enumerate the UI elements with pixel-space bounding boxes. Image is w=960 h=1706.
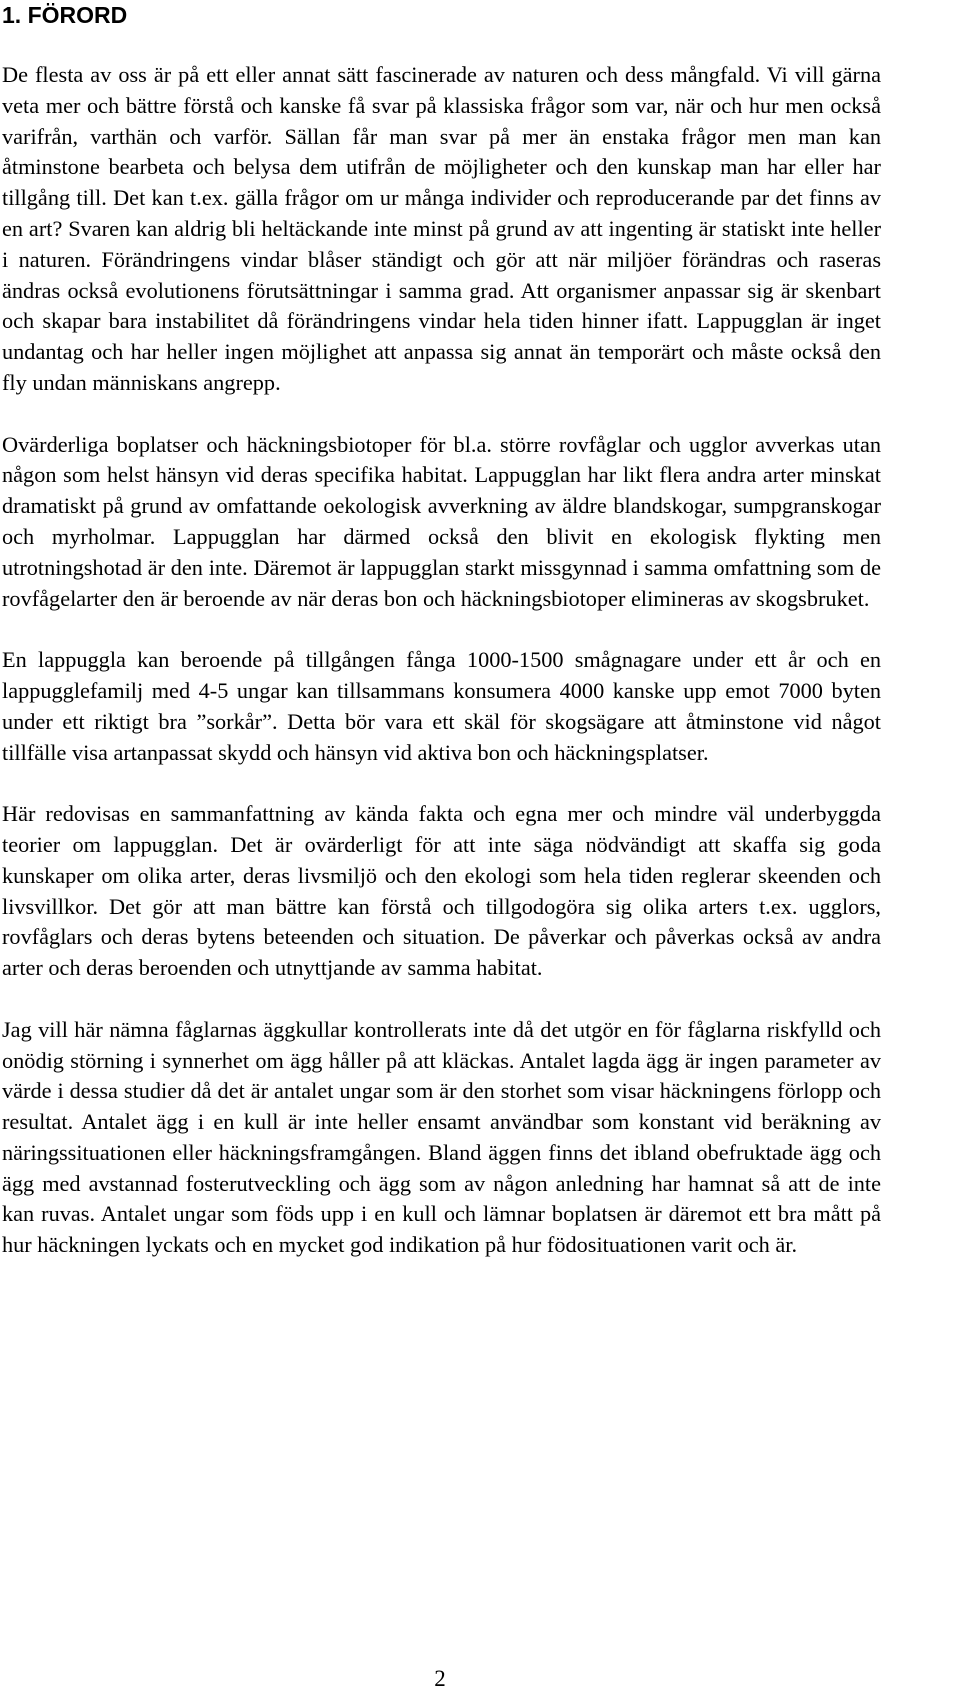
section-heading: 1. FÖRORD — [2, 2, 128, 28]
body-text — [2, 60, 881, 1261]
paragraph: En lappuggla kan beroende på tillgången fånga 1000-1500 smågnagare under ett år och en lappugglefamilj med 4-5 ungar kan tillsammans konsumera 4000 kanske upp emot 7000 byten under ett riktigt bra ”sorkår”. Detta bör vara ett skäl för skogsägare att åtminstone vid något tillfälle visa artanpassat skydd och hänsyn vid aktiva bon och häckningsplatser. — [2, 647, 881, 765]
page-number: 2 — [434, 1666, 446, 1691]
paragraph: Jag vill här nämna fåglarnas äggkullar kontrollerats inte då det utgör en för fåglarna riskfylld och onödig störning i synnerhet om ägg håller på att kläckas. Antalet lagda ägg är ingen parameter av värde i dessa studier då det är antalet ungar som är den storhet som visar häckningens förlopp och resultat. Antalet ägg i en kull är inte heller ensamt användbar som konstant vid beräkning av näringssituationen eller häckningsframgången. Bland äggen finns det ibland obefruktade ägg och ägg med avstannad fosterutveckling och ägg som av någon anledning har hamnat så att de inte kan ruvas. Antalet ungar som föds upp i en kull och lämnar boplatsen är däremot ett bra mått på hur häckningen lyckats och en mycket god indikation på hur födosituationen varit och är. — [2, 1016, 881, 1258]
paragraph: Ovärderliga boplatser och häckningsbiotoper för bl.a. större rovfåglar och ugglor avverkas utan någon som helst hänsyn vid deras specifika habitat. Lappugglan har likt flera andra arter minskat dramatiskt på grund av omfattande oekologisk avverkning av äldre blandskogar, sumpgranskogar och myrholmar. Lappugglan har därmed också den blivit en ekologisk flykting men utrotningshotad är den inte. Däremot är lappugglan starkt missgynnad i samma omfattning som de rovfågelarter den är beroende av när deras bon och häckningsbiotoper elimineras av skogsbruket. — [2, 431, 881, 611]
paragraph: De flesta av oss är på ett eller annat sätt fascinerade av naturen och dess mångfald. Vi vill gärna veta mer och bättre förstå och kanske få svar på klassiska frågor som var, när och hur men också varifrån, varthän och varför. Sällan får man svar på mer än enstaka frågor men man kan åtminstone bearbeta och belysa dem utifrån de möjligheter och den kunskap man har eller har tillgång till. Det kan t.ex. gälla frågor om ur många individer och reproducerande par det finns av en art? Svaren kan aldrig bli heltäckande inte minst på grund av att ingenting är statiskt inte heller i naturen. Förändringens vindar blåser ständigt och gör att när miljöer förändras och raseras ändras också evolutionens förutsättningar i samma grad. Att organismer anpassar sig är skenbart och skapar bara instabilitet då förändringens vindar hela tiden hinner ifatt. Lappugglan är inget undantag och har heller ingen möjlighet att anpassa sig annat än temporärt och måste också den fly undan människans angrepp. — [2, 62, 881, 395]
paragraph: Här redovisas en sammanfattning av kända fakta och egna mer och mindre väl underbyggda teorier om lappugglan. Det är ovärderligt för att inte säga nödvändigt att skaffa sig goda kunskaper om olika arter, deras livsmiljö och den ekologi som hela tiden reglerar skeenden och livsvillkor. Det gör att man bättre kan förstå och tillgodogöra sig olika arters t.ex. ugglors, rovfåglars och deras bytens beteenden och situation. De påverkar och påverkas också av andra arter och deras beroenden och utnyttjande av samma habitat. — [2, 801, 881, 981]
